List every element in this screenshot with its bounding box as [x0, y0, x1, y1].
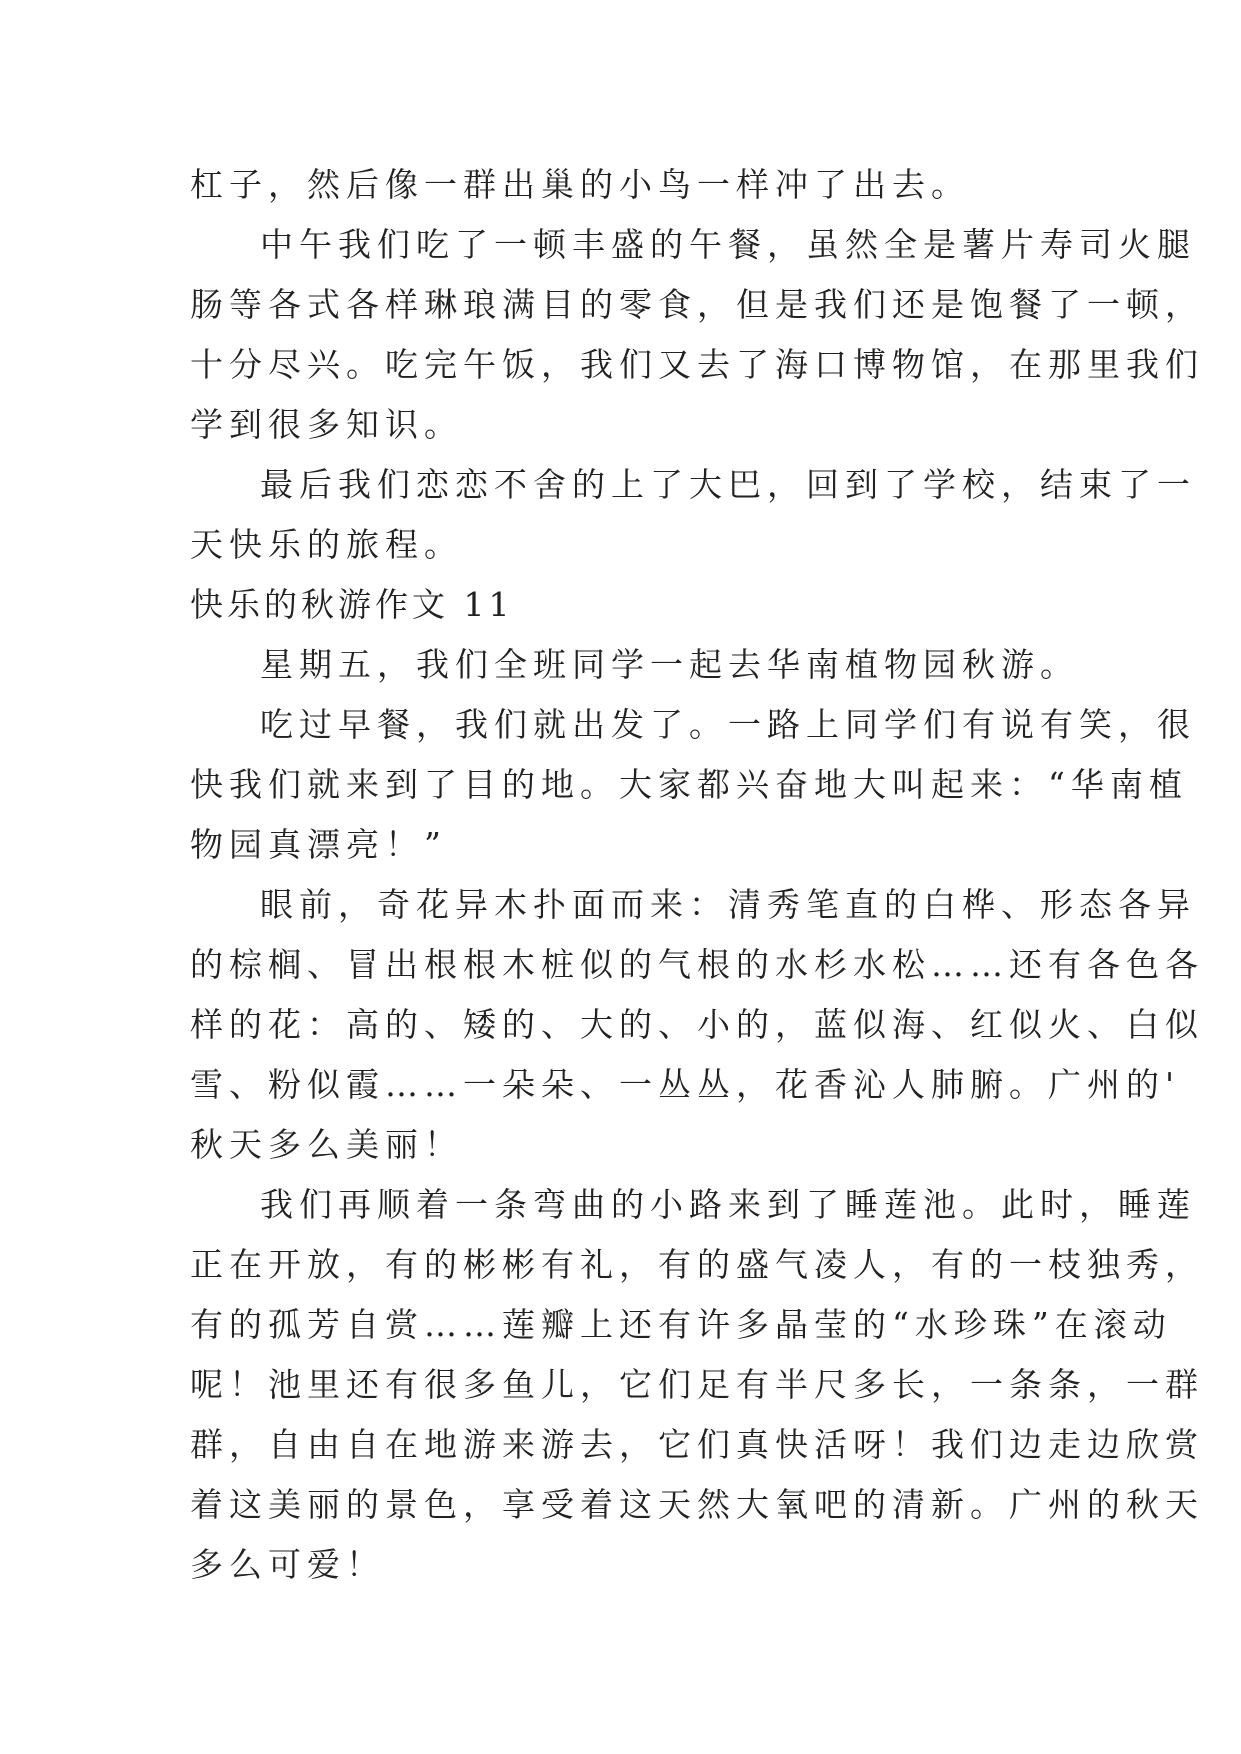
article-body	[190, 155, 1204, 1595]
text-line: 样的花：高的、矮的、大的、小的，蓝似海、红似火、白似	[190, 1005, 1204, 1044]
text-line: 正在开放，有的彬彬有礼，有的盛气凌人，有的一枝独秀，	[190, 1245, 1204, 1284]
text-line: 呢！池里还有很多鱼儿，它们足有半尺多长，一条条，一群	[190, 1365, 1204, 1404]
paragraph-start-line: 眼前，奇花异木扑面而来：清秀笔直的白桦、形态各异	[260, 885, 1196, 924]
paragraph-start-line: 最后我们恋恋不舍的上了大巴，回到了学校，结束了一	[260, 465, 1196, 504]
text-line: 学到很多知识。	[190, 405, 463, 444]
text-line: 快我们就来到了目的地。大家都兴奋地大叫起来：“华南植	[190, 765, 1188, 804]
text-line: 的棕榈、冒出根根木桩似的气根的水杉水松……还有各色各	[190, 945, 1204, 984]
text-line: 多么可爱！	[190, 1545, 385, 1584]
paragraph-start-line: 我们再顺着一条弯曲的小路来到了睡莲池。此时，睡莲	[260, 1185, 1196, 1224]
text-line: 十分尽兴。吃完午饭，我们又去了海口博物馆，在那里我们	[190, 345, 1204, 384]
text-line: 有的孤芳自赏……莲瓣上还有许多晶莹的“水珍珠”在滚动	[190, 1305, 1172, 1344]
text-line: 雪、粉似霞……一朵朵、一丛丛，花香沁人肺腑。广州的'	[190, 1065, 1181, 1104]
text-line: 肠等各式各样琳琅满目的零食，但是我们还是饱餐了一顿，	[190, 285, 1204, 324]
section-heading: 快乐的秋游作文 11	[190, 585, 514, 624]
text-line: 着这美丽的景色，享受着这天然大氧吧的清新。广州的秋天	[190, 1485, 1204, 1524]
text-line: 物园真漂亮！”	[190, 825, 447, 864]
text-line: 群，自由自在地游来游去，它们真快活呀！我们边走边欣赏	[190, 1425, 1204, 1464]
paragraph-start-line: 中午我们吃了一顿丰盛的午餐，虽然全是薯片寿司火腿	[260, 225, 1196, 264]
text-line: 秋天多么美丽！	[190, 1125, 463, 1164]
text-line: 杠子，然后像一群出巢的小鸟一样冲了出去。	[190, 165, 970, 204]
paragraph-start-line: 吃过早餐，我们就出发了。一路上同学们有说有笑，很	[260, 705, 1196, 744]
paragraph-start-line: 星期五，我们全班同学一起去华南植物园秋游。	[260, 645, 1079, 684]
text-line: 天快乐的旅程。	[190, 525, 463, 564]
